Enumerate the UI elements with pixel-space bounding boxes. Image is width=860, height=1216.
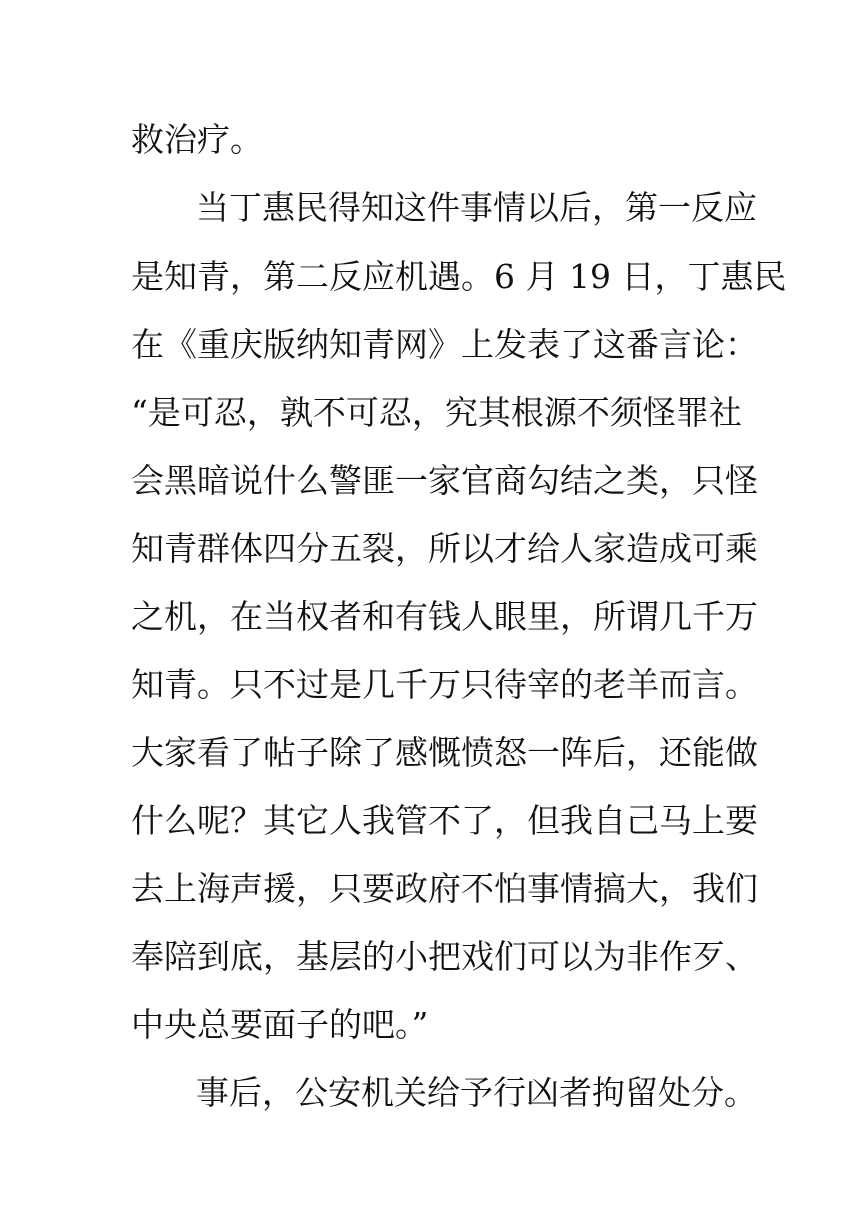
quote-line-2: 会黑暗说什么警匪一家官商勾结之类，只怪 [131, 461, 758, 500]
paragraph-3-line-1: 事后，公安机关给予行凶者拘留处分。 [196, 1073, 757, 1112]
quote-line-7: 什么呢？其它人我管不了，但我自己马上要 [131, 801, 758, 840]
text-line-1: 救治疗。 [131, 120, 263, 159]
quote-line-8: 去上海声援，只要政府不怕事情搞大，我们 [131, 869, 758, 908]
paragraph-2-line-2: 是知青，第二反应机遇。6 月 19 日，丁惠民 [131, 257, 787, 296]
quote-line-6: 大家看了帖子除了感慨愤怒一阵后，还能做 [131, 733, 758, 772]
quote-line-4: 之机，在当权者和有钱人眼里，所谓几千万 [131, 597, 758, 636]
paragraph-2-line-1: 当丁惠民得知这件事情以后，第一反应 [196, 188, 757, 227]
quote-line-9: 奉陪到底，基层的小把戏们可以为非作歹、 [131, 937, 758, 976]
paragraph-2-line-3: 在《重庆版纳知青网》上发表了这番言论： [131, 325, 758, 364]
quote-line-1: “是可忍，孰不可忍，究其根源不须怪罪社 [131, 393, 742, 432]
quote-line-3: 知青群体四分五裂，所以才给人家造成可乘 [131, 529, 758, 568]
quote-line-10: 中央总要面子的吧。” [131, 1005, 429, 1044]
quote-line-5: 知青。只不过是几千万只待宰的老羊而言。 [131, 665, 758, 704]
